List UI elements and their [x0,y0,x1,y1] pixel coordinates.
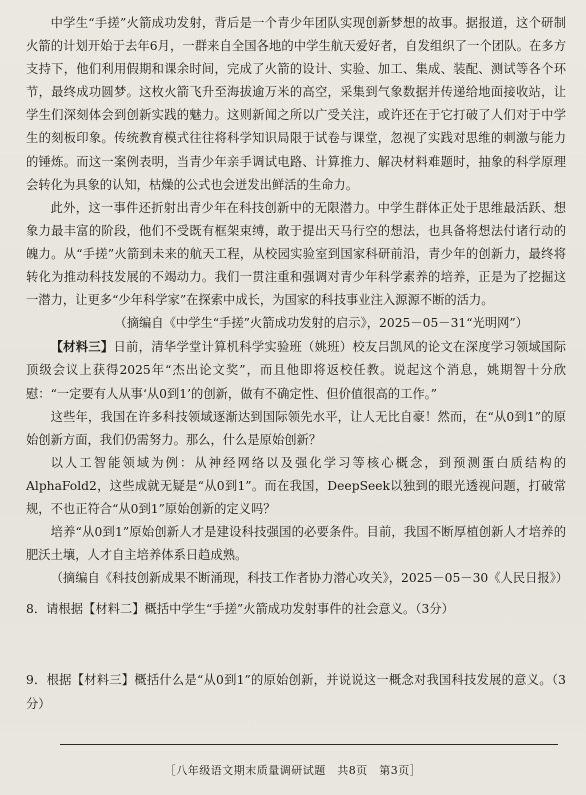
material3-text-1: 日前，清华学堂计算机科学实验班（姚班）校友吕凯风的论文在深度学习领域国际顶级会议上获得2025年“杰出论文奖”，而且他即将返校任教。说起这个消息，姚期智十分欣慰：“一定要有人从事‘从0到1’的创新，做有不确定性、但价值很高的工作。” [26,340,566,401]
question-8-number: 8． [26,602,47,617]
material3-paragraph-3: 以人工智能领域为例：从神经网络以及强化学习等核心概念，到预测蛋白质结构的AlphaFold2，这些成就无疑是“从0到1”。而在我国，DeepSeek以独到的眼光透视问题，打破常规，不也正符合“从0到1”原始创新的定义吗？ [26,455,566,516]
question-9 [26,669,566,715]
question-8-text: 请根据【材料二】概括中学生“手搓”火箭成功发射事件的社会意义。（3分） [46,602,454,617]
page-footer: ［八年级语文期末质量调研试题 共8页 第3页］ [164,764,422,777]
question-9-text: 根据【材料三】概括什么是“从0到1”的原始创新，并说说这一概念对我国科技发展的意义。（3分） [26,673,566,711]
question-8-answer-space[interactable] [26,621,566,661]
material3-label: 【材料三】 [50,339,114,355]
question-8 [26,598,566,621]
material3-paragraph-2: 这些年，我国在许多科技领域逐渐达到国际领先水平，让人无比自豪！然而，在“从0到1”的原始创新方面，我们仍需努力。那么，什么是原始创新？ [26,409,566,447]
footer-rule-top [60,744,558,745]
material2-paragraph-1: 中学生“手搓”火箭成功发射，背后是一个青少年团队实现创新梦想的故事。据报道，这个研制火箭的计划开始于去年6月，一群来自全国各地的中学生航天爱好者，自发组织了一个团队。在多方支持下，他们利用假期和课余时间，完成了火箭的设计、实验、加工、集成、装配、测试等各个环节，最终成功圆梦。这枚火箭飞升至海拔逾万米的高空，采集到气象数据并传递给地面接收站，让学生们深刻体会到创新实践的魅力。这则新闻之所以广受关注，或许还在于它打破了人们对于中学生的刻板印象。传统教育模式往往将科学知识局限于试卷与课堂，忽视了实践对思维的刺激与能力的锤炼。而这一案例表明，当青少年亲手调试电路、计算推力、解决材料难题时，抽象的科学原理会转化为具象的认知，枯燥的公式也会迸发出鲜活的生命力。 [26,16,566,192]
material3-paragraph-1 [26,335,566,405]
question-9-number: 9． [26,673,47,688]
material2-source: （摘编自《中学生“手搓”火箭成功发射的启示》，2025－05－31“光明网”） [114,316,528,331]
material3-source: （摘编自《科技创新成果不断涌现，科技工作者协力潜心攻关》，2025－05－30《人民日报》） [50,571,569,586]
page-content [26,12,569,716]
material3-paragraph-4: 培养“从0到1”原始创新人才是建设科技强国的必要条件。目前，我国不断厚植创新人才培养的肥沃土壤，人才自主培养体系日趋成熟。 [26,525,566,563]
material2-paragraph-2: 此外，这一事件还折射出青少年在科技创新中的无限潜力。中学生群体正处于思维最活跃、想象力最丰富的阶段，他们不受既有框架束缚，敢于提出天马行空的想法，也具备将想法付诸行动的魄力。从“手搓”火箭到未来的航天工程，从校园实验室到国家科研前沿，青少年的创新力，最终将转化为推动科技发展的不竭动力。我们一贯注重和强调对青少年科学素养的培养，正是为了挖掘这一潜力，让更多“少年科学家”在探索中成长，为国家的科技事业注入源源不断的活力。 [26,200,566,308]
